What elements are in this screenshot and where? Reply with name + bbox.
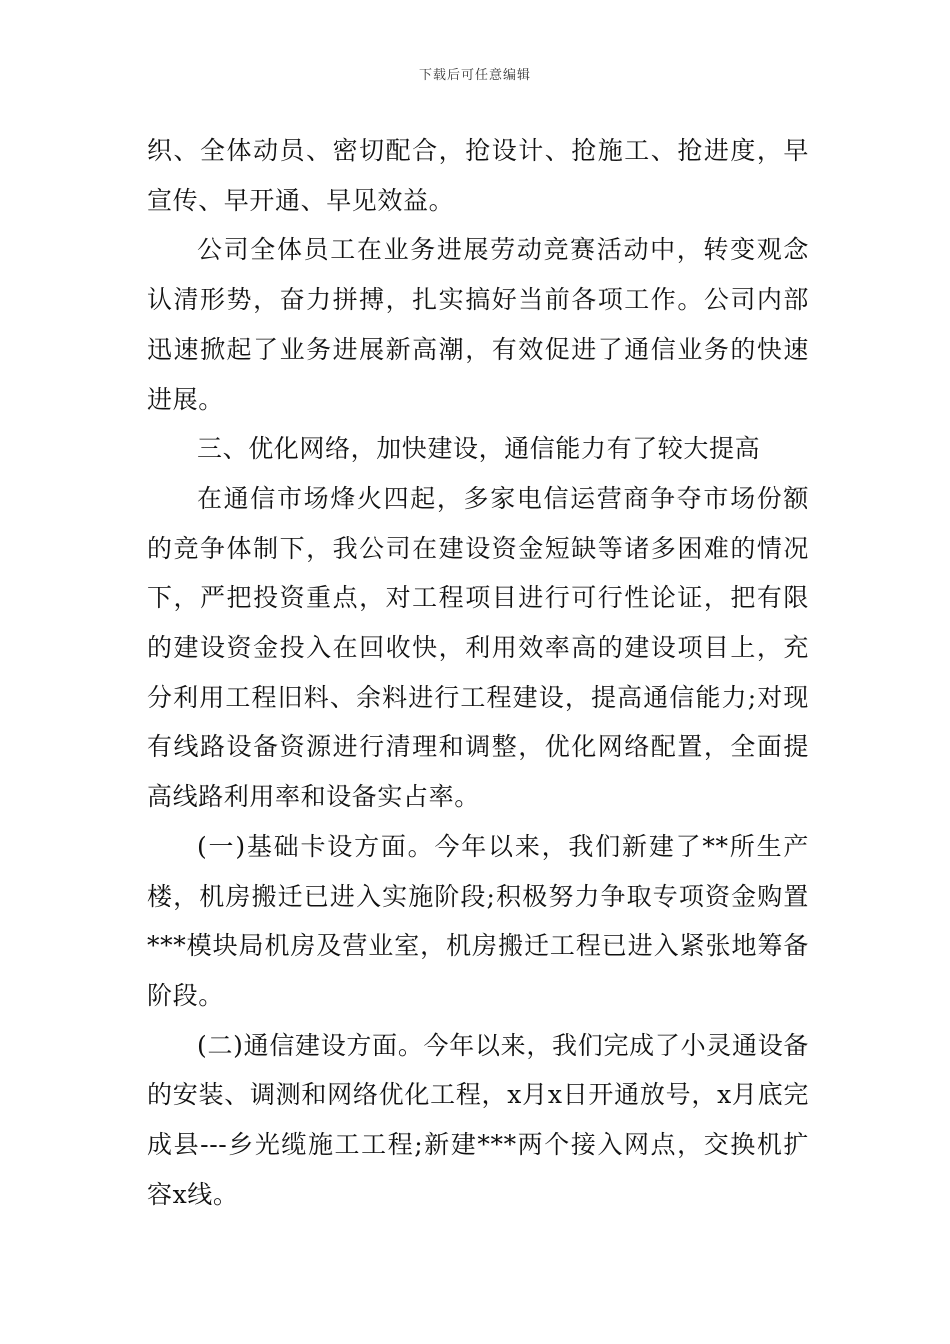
document-body	[147, 126, 809, 1219]
paragraph-network: 在通信市场烽火四起，多家电信运营商争夺市场份额的竞争体制下，我公司在建设资金短缺等诸多困难的情况下，严把投资重点，对工程项目进行可行性论证，把有限的建设资金投入在回收快，利用效率高的建设项目上，充分利用工程旧料、余料进行工程建设，提高通信能力;对现有线路设备资源进行清理和调整，优化网络配置，全面提高线路利用率和设备实占率。	[147, 483, 809, 812]
paragraph-continuation: 织、全体动员、密切配合，抢设计、抢施工、抢进度，早宣传、早开通、早见效益。	[147, 136, 809, 215]
section-heading: 三、优化网络，加快建设，通信能力有了较大提高	[197, 434, 761, 464]
paragraph-competition: 公司全体员工在业务进展劳动竞赛活动中，转变观念认清形势，奋力拼搏，扎实搞好当前各项工作。公司内部迅速掀起了业务进展新高潮，有效促进了通信业务的快速进展。	[147, 235, 809, 414]
paragraph-construction: (二)通信建设方面。今年以来，我们完成了小灵通设备的安装、调测和网络优化工程，x月x日开通放号，x月底完成县---乡光缆施工工程;新建***两个接入网点，交换机扩容x线。	[147, 1030, 809, 1209]
paragraph-infrastructure: (一)基础卡设方面。今年以来，我们新建了**所生产楼，机房搬迁已进入实施阶段;积极努力争取专项资金购置***模块局机房及营业室，机房搬迁工程已进入紧张地筹备阶段。	[147, 831, 809, 1010]
page-header: 下载后可任意编辑	[418, 68, 531, 83]
